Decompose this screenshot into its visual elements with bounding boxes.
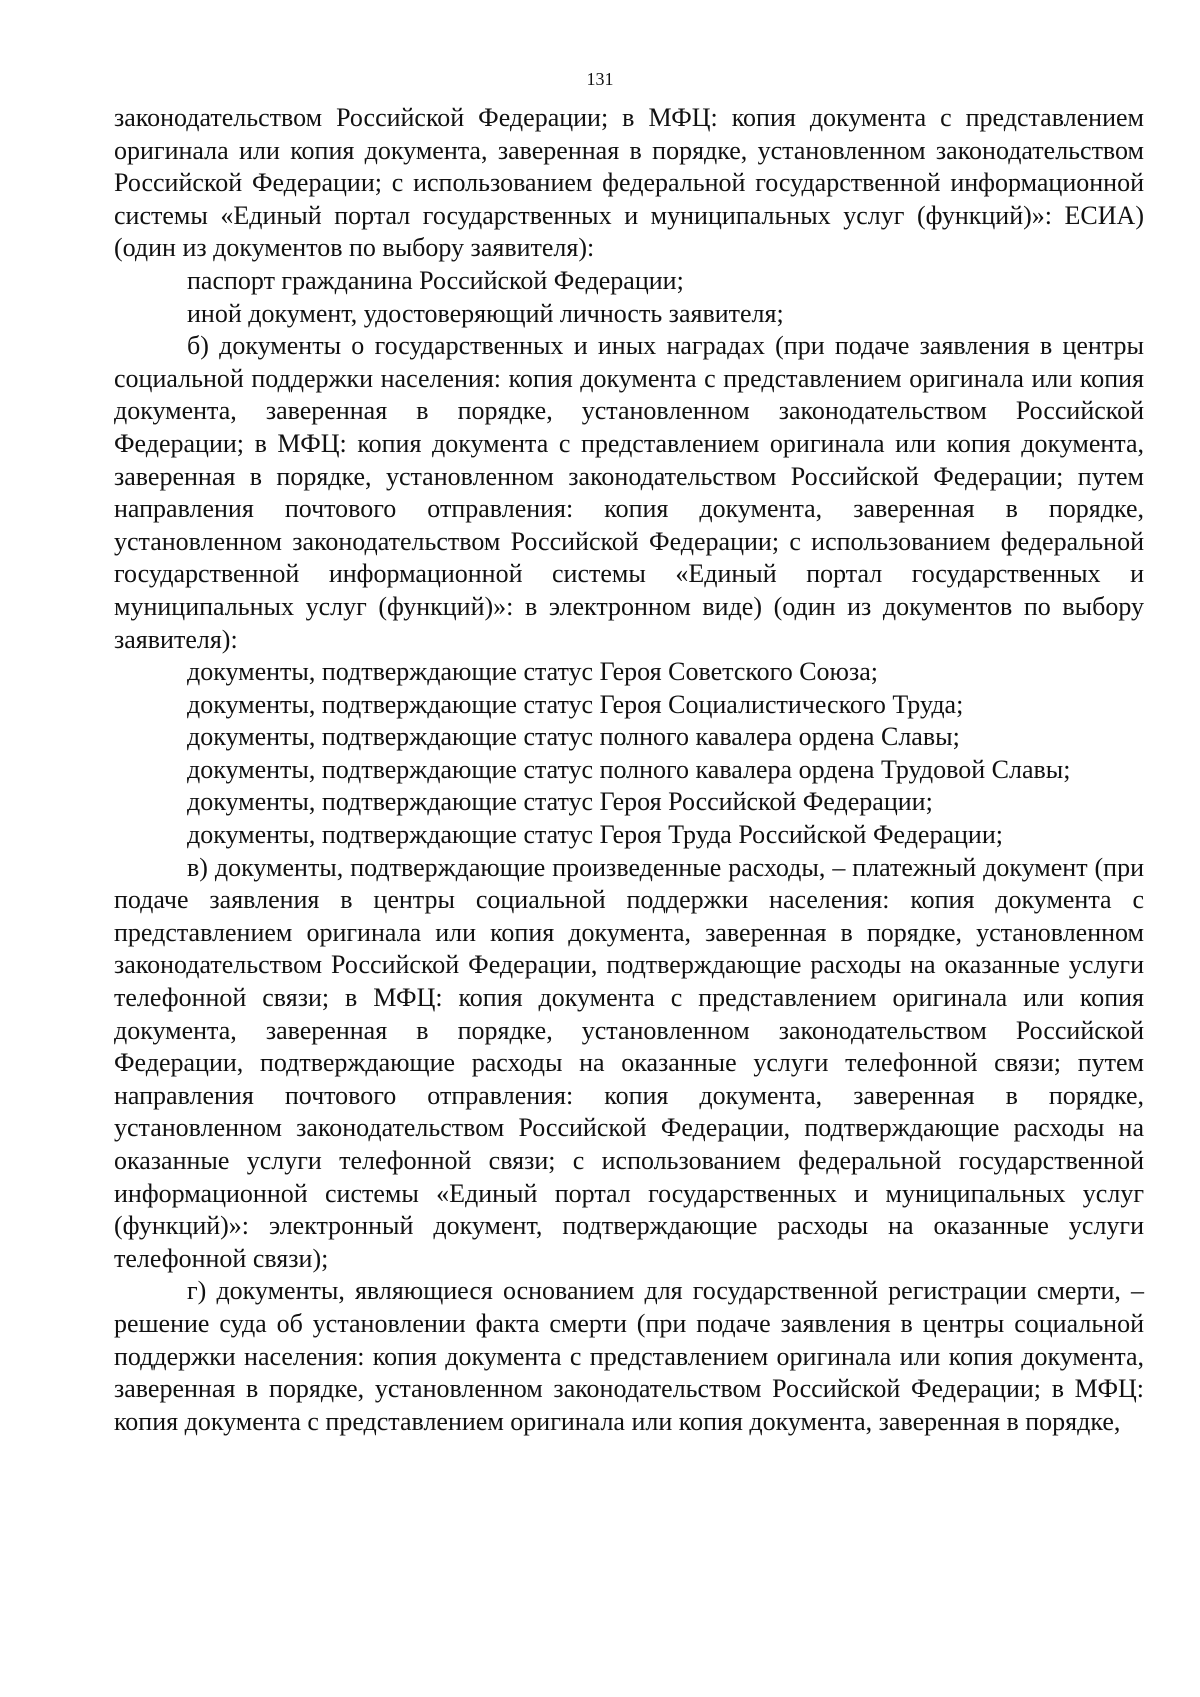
page-number: 131 bbox=[586, 69, 614, 89]
document-body bbox=[114, 102, 1144, 1438]
paragraph-b-awards: б) документы о государственных и иных наградах (при подаче заявления в центры социальной поддержки населения: копия документа с представлением оригинала или копия документа, заверенная в порядке, установленном законодательством Российской Федерации; в МФЦ: копия документа с представлением оригинала или копия документа, заверенная в порядке, установленном законодательством Российской Федерации; путем направления почтового отправления: копия документа, заверенная в порядке, установленном законодательством Российской Федерации; с использованием федеральной государственной информационной системы «Единый портал государственных и муниципальных услуг (функций)»: в электронном виде) (один из документов по выбору заявителя): bbox=[114, 331, 1144, 654]
paragraph-v-expenses: в) документы, подтверждающие произведенные расходы, – платежный документ (при подаче заявления в центры социальной поддержки населения: копия документа с представлением оригинала или копия документа, заверенная в порядке, установленном законодательством Российской Федерации, подтверждающие расходы на оказанные услуги телефонной связи; в МФЦ: копия документа с представлением оригинала или копия документа, заверенная в порядке, установленном законодательством Российской Федерации, подтверждающие расходы на оказанные услуги телефонной связи; путем направления почтового отправления: копия документа, заверенная в порядке, установленном законодательством Российской Федерации, подтверждающие расходы на оказанные услуги телефонной связи; с использованием федеральной государственной информационной системы «Единый портал государственных и муниципальных услуг (функций)»: электронный документ, подтверждающие расходы на оказанные услуги телефонной связи); bbox=[114, 852, 1144, 1273]
list-item-hero-of-labour: документы, подтверждающие статус Героя Труда Российской Федерации; bbox=[187, 820, 1003, 850]
list-item-order-of-labour-glory: документы, подтверждающие статус полного кавалера ордена Трудовой Славы; bbox=[187, 754, 1071, 784]
list-item-hero-russian-federation: документы, подтверждающие статус Героя Российской Федерации; bbox=[187, 787, 933, 817]
list-item-passport: паспорт гражданина Российской Федерации; bbox=[187, 265, 684, 295]
list-item-order-of-glory: документы, подтверждающие статус полного кавалера ордена Славы; bbox=[187, 722, 960, 752]
list-item-hero-soviet-union: документы, подтверждающие статус Героя Советского Союза; bbox=[187, 657, 878, 687]
paragraph-continuation: законодательством Российской Федерации; в МФЦ: копия документа с представлением оригинала или копия документа, заверенная в порядке, установленном законодательством Российской Федерации; с использованием федеральной государственной информационной системы «Единый портал государственных и муниципальных услуг (функций)»: ЕСИА) (один из документов по выбору заявителя): bbox=[114, 103, 1144, 263]
paragraph-g-death-registration: г) документы, являющиеся основанием для государственной регистрации смерти, – решение суда об установлении факта смерти (при подаче заявления в центры социальной поддержки населения: копия документа с представлением оригинала или копия документа, заверенная в порядке, установленном законодательством Российской Федерации; в МФЦ: копия документа с представлением оригинала или копия документа, заверенная в порядке, bbox=[114, 1276, 1144, 1436]
list-item-hero-socialist-labour: документы, подтверждающие статус Героя Социалистического Труда; bbox=[187, 689, 964, 719]
list-item-identity-document: иной документ, удостоверяющий личность заявителя; bbox=[187, 298, 784, 328]
